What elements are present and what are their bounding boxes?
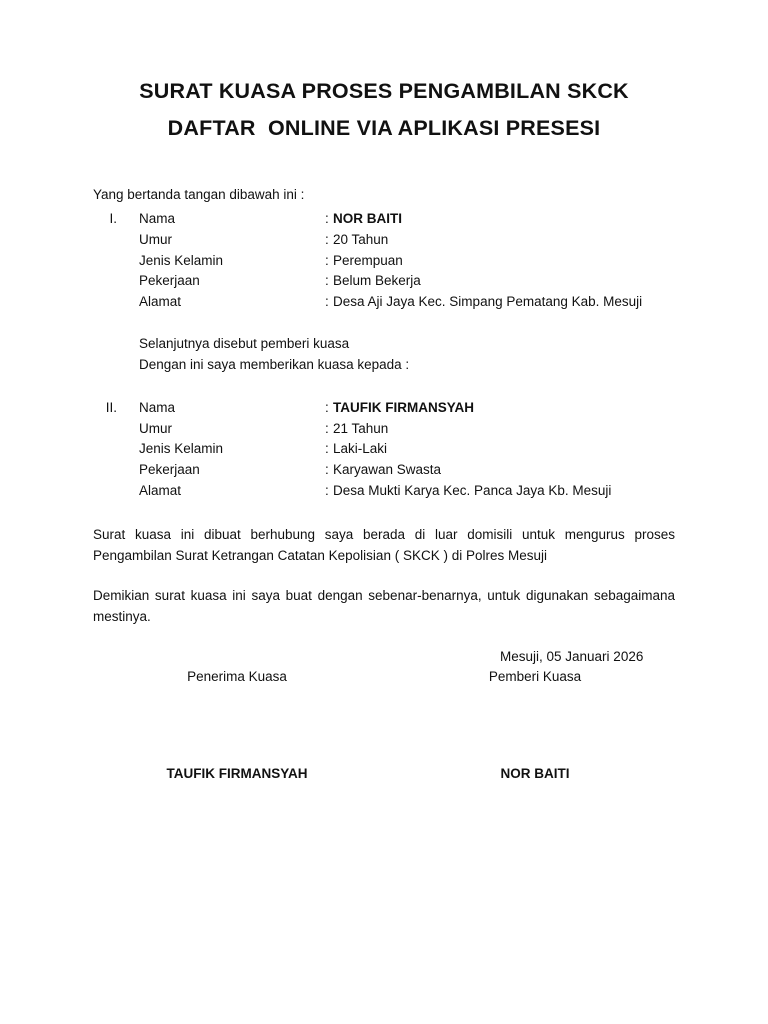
person2-row-address <box>0 483 768 503</box>
person1-number: I. <box>109 211 117 226</box>
document-title-line1: SURAT KUASA PROSES PENGAMBILAN SKCK <box>139 79 629 103</box>
field-colon: : <box>325 483 329 498</box>
field-label: Alamat <box>139 483 182 498</box>
field-value: Perempuan <box>333 253 403 268</box>
giver-label: Pemberi Kuasa <box>488 669 582 684</box>
mid-text-line2: Dengan ini saya memberikan kuasa kepada : <box>139 357 410 372</box>
person1-row-address <box>0 294 768 314</box>
place-date: Mesuji, 05 Januari 2026 <box>500 649 644 664</box>
field-label: Umur <box>139 421 172 436</box>
person2-row-name <box>0 400 768 420</box>
field-value: NOR BAITI <box>333 211 402 226</box>
mid-text-line1: Selanjutnya disebut pemberi kuasa <box>139 336 350 351</box>
field-colon: : <box>325 211 329 226</box>
field-label: Jenis Kelamin <box>139 441 224 456</box>
person2-row-age <box>0 421 768 441</box>
field-colon: : <box>325 462 329 477</box>
field-label: Nama <box>139 400 176 415</box>
receiver-label: Penerima Kuasa <box>187 669 287 684</box>
field-value: 20 Tahun <box>333 232 389 247</box>
field-value: TAUFIK FIRMANSYAH <box>333 400 474 415</box>
intro-text: Yang bertanda tangan dibawah ini : <box>93 187 305 202</box>
field-value: Karyawan Swasta <box>333 462 442 477</box>
field-colon: : <box>325 400 329 415</box>
field-value: 21 Tahun <box>333 421 389 436</box>
field-value: Belum Bekerja <box>333 273 421 288</box>
field-colon: : <box>325 232 329 247</box>
field-label: Umur <box>139 232 172 247</box>
field-label: Nama <box>139 211 176 226</box>
field-label: Pekerjaan <box>139 273 200 288</box>
field-value: Laki-Laki <box>333 441 388 456</box>
field-colon: : <box>325 441 329 456</box>
field-colon: : <box>325 253 329 268</box>
person1-row-name <box>0 211 768 231</box>
person2-row-gender <box>0 441 768 461</box>
person2-row-job <box>0 462 768 482</box>
field-label: Alamat <box>139 294 182 309</box>
field-value: Desa Mukti Karya Kec. Panca Jaya Kb. Mesuji <box>333 483 612 498</box>
person1-row-job <box>0 273 768 293</box>
field-value: Desa Aji Jaya Kec. Simpang Pematang Kab. Mesuji <box>333 294 643 309</box>
document-title-line2: DAFTAR ONLINE VIA APLIKASI PRESESI <box>167 116 601 140</box>
giver-name: NOR BAITI <box>500 766 570 781</box>
purpose-paragraph: Surat kuasa ini dibuat berhubung saya berada di luar domisili untuk mengurus proses Pengambilan Surat Ketrangan Catatan Kepolisian ( SKCK ) di Polres Mesuji <box>93 527 675 563</box>
field-colon: : <box>325 273 329 288</box>
person1-row-gender <box>0 253 768 273</box>
field-colon: : <box>325 294 329 309</box>
field-colon: : <box>325 421 329 436</box>
person1-row-age <box>0 232 768 252</box>
field-label: Jenis Kelamin <box>139 253 224 268</box>
field-label: Pekerjaan <box>139 462 200 477</box>
person2-number: II. <box>105 400 117 415</box>
closing-paragraph: Demikian surat kuasa ini saya buat dengan sebenar-benarnya, untuk digunakan sebagaimana mestinya. <box>93 588 675 624</box>
receiver-name: TAUFIK FIRMANSYAH <box>166 766 308 781</box>
